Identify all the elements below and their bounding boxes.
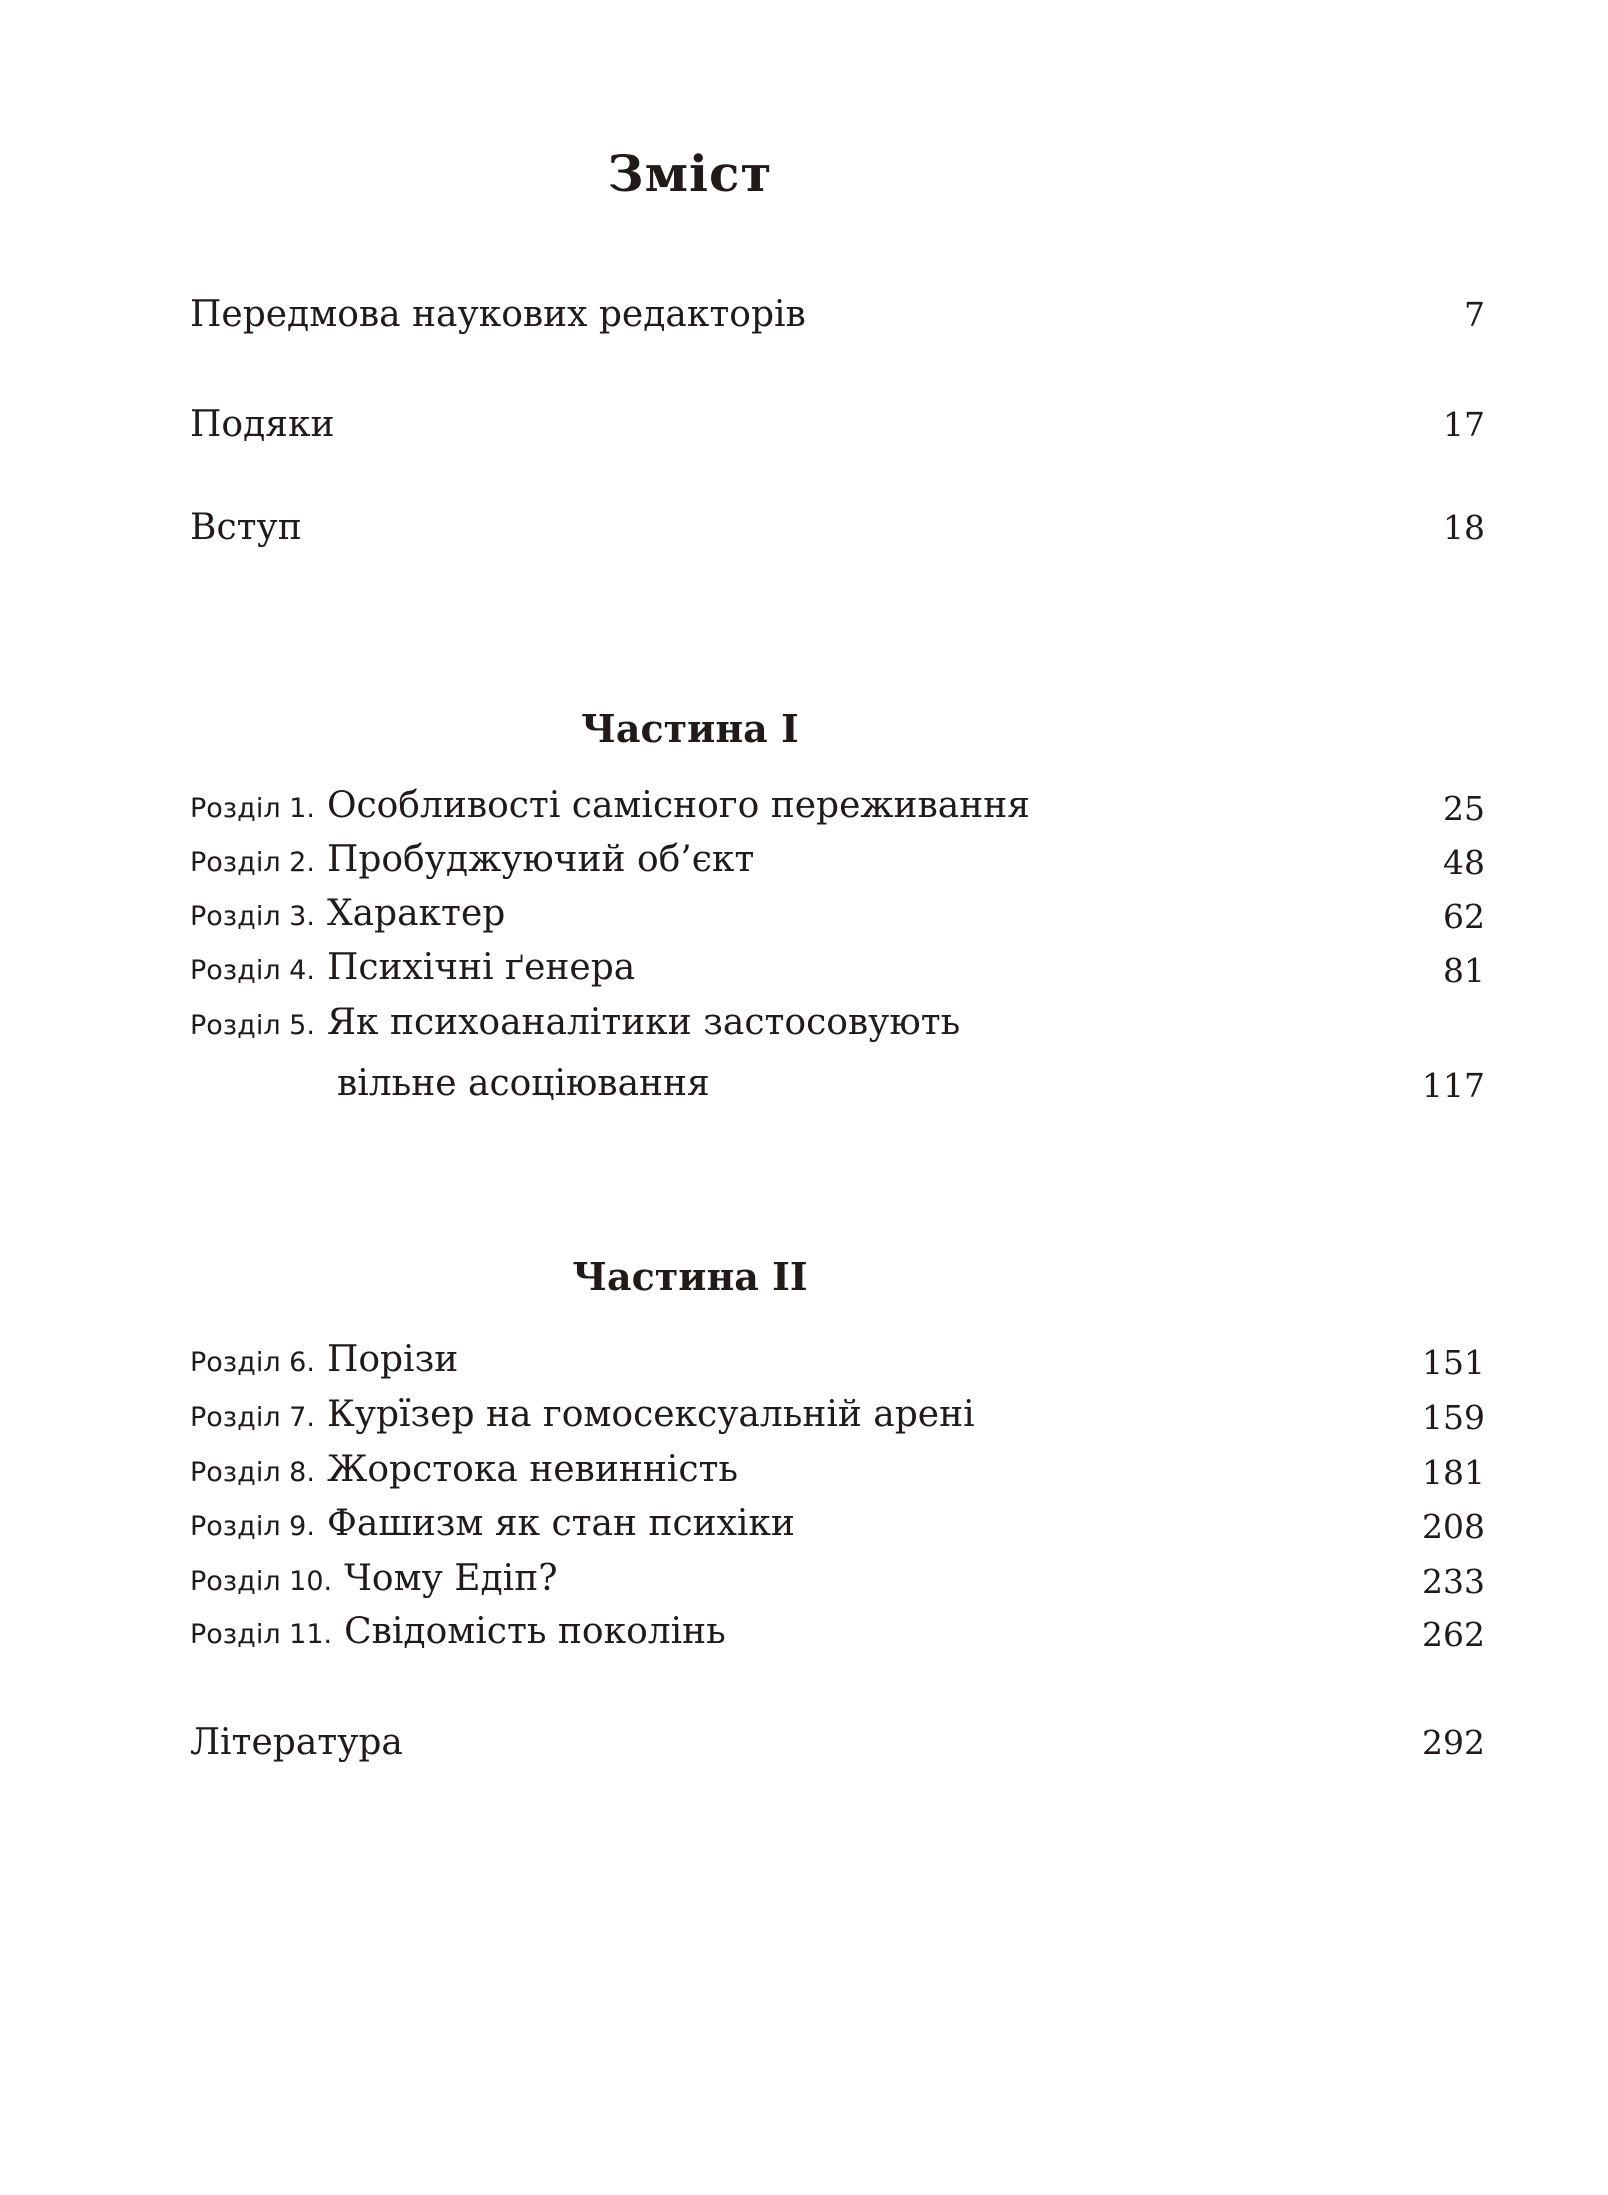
section-heading-part-1: Частина I [581, 705, 799, 751]
toc-row-literature [190, 1715, 1485, 1770]
chapter-prefix: Розділ 10. [190, 1566, 333, 1597]
chapter-title: Особливості самісного переживання [326, 785, 1030, 826]
toc-row-acknowledgements [190, 397, 1485, 452]
chapter-title: Жорстока невинність [326, 1449, 739, 1490]
page-number: 62 [1443, 897, 1485, 936]
toc-row-chapter-4 [190, 940, 1485, 998]
page-number: 25 [1443, 789, 1485, 828]
chapter-prefix: Розділ 4. [190, 955, 315, 986]
chapter-prefix: Розділ 7. [190, 1402, 315, 1433]
toc-row-chapter-7 [190, 1387, 1485, 1445]
chapter-title: Психічні ґенера [326, 947, 636, 988]
chapter-title-line-2: вільне асоціювання [337, 1063, 710, 1104]
page-number: 233 [1422, 1562, 1485, 1601]
toc-row-chapter-3 [190, 886, 1485, 944]
page-number: 48 [1443, 843, 1485, 882]
chapter-label [190, 940, 635, 998]
page-number: 159 [1422, 1398, 1485, 1437]
chapter-label [190, 1604, 726, 1662]
toc-row-chapter-5 [190, 994, 1485, 1113]
chapter-label [190, 778, 1030, 836]
chapter-title: Чому Едіп? [344, 1558, 558, 1599]
page-number: 292 [1422, 1723, 1485, 1762]
page-number: 181 [1422, 1453, 1485, 1492]
chapter-prefix: Розділ 5. [190, 1010, 315, 1041]
section-heading-part-2: Частина II [572, 1253, 808, 1299]
chapter-label [190, 886, 505, 944]
chapter-prefix: Розділ 8. [190, 1457, 315, 1488]
back-label: Література [190, 1722, 403, 1763]
page-number: 81 [1443, 951, 1485, 990]
chapter-title: Свідомість поколінь [344, 1611, 726, 1652]
toc-row-chapter-11 [190, 1604, 1485, 1662]
chapter-prefix: Розділ 6. [190, 1347, 315, 1378]
toc-row-introduction [190, 500, 1485, 555]
chapter-prefix: Розділ 1. [190, 793, 315, 824]
toc-row-chapter-8 [190, 1442, 1485, 1500]
chapter-title: Порізи [326, 1339, 459, 1380]
front-label: Передмова наукових редакторів [190, 294, 806, 335]
chapter-title-line-1: Як психоаналітики застосовують [326, 1002, 961, 1043]
chapter-prefix: Розділ 3. [190, 901, 315, 932]
page-number: 7 [1464, 295, 1485, 334]
chapter-label [190, 832, 754, 890]
front-label: Вступ [190, 507, 302, 548]
chapter-prefix: Розділ 2. [190, 847, 315, 878]
chapter-label [190, 994, 960, 1113]
chapter-title: Пробуджуючий об’єкт [326, 839, 755, 880]
toc-row-chapter-6 [190, 1332, 1485, 1390]
chapter-title: Фашизм як стан психіки [326, 1503, 795, 1544]
chapter-label [190, 1332, 458, 1390]
page-number: 117 [1422, 1066, 1485, 1105]
chapter-title: Курїзер на гомосексуальній арені [326, 1394, 975, 1435]
chapter-label [190, 1496, 795, 1554]
toc-row-chapter-9 [190, 1496, 1485, 1554]
page-number: 17 [1443, 405, 1485, 444]
page-number: 18 [1443, 508, 1485, 547]
chapter-title: Характер [326, 893, 506, 934]
chapter-label [190, 1442, 738, 1500]
page-title: Зміст [607, 143, 773, 203]
page-number: 262 [1422, 1615, 1485, 1654]
chapter-prefix: Розділ 11. [190, 1619, 333, 1650]
chapter-label [190, 1387, 975, 1445]
page-number: 151 [1422, 1343, 1485, 1382]
chapter-prefix: Розділ 9. [190, 1511, 315, 1542]
page-number: 208 [1422, 1507, 1485, 1546]
toc-row-chapter-1 [190, 778, 1485, 836]
chapter-label [190, 1551, 558, 1609]
toc-row-foreword [190, 287, 1485, 342]
toc-row-chapter-2 [190, 832, 1485, 890]
toc-row-chapter-10 [190, 1551, 1485, 1609]
front-label: Подяки [190, 404, 335, 445]
chapter-title [327, 1002, 960, 1104]
